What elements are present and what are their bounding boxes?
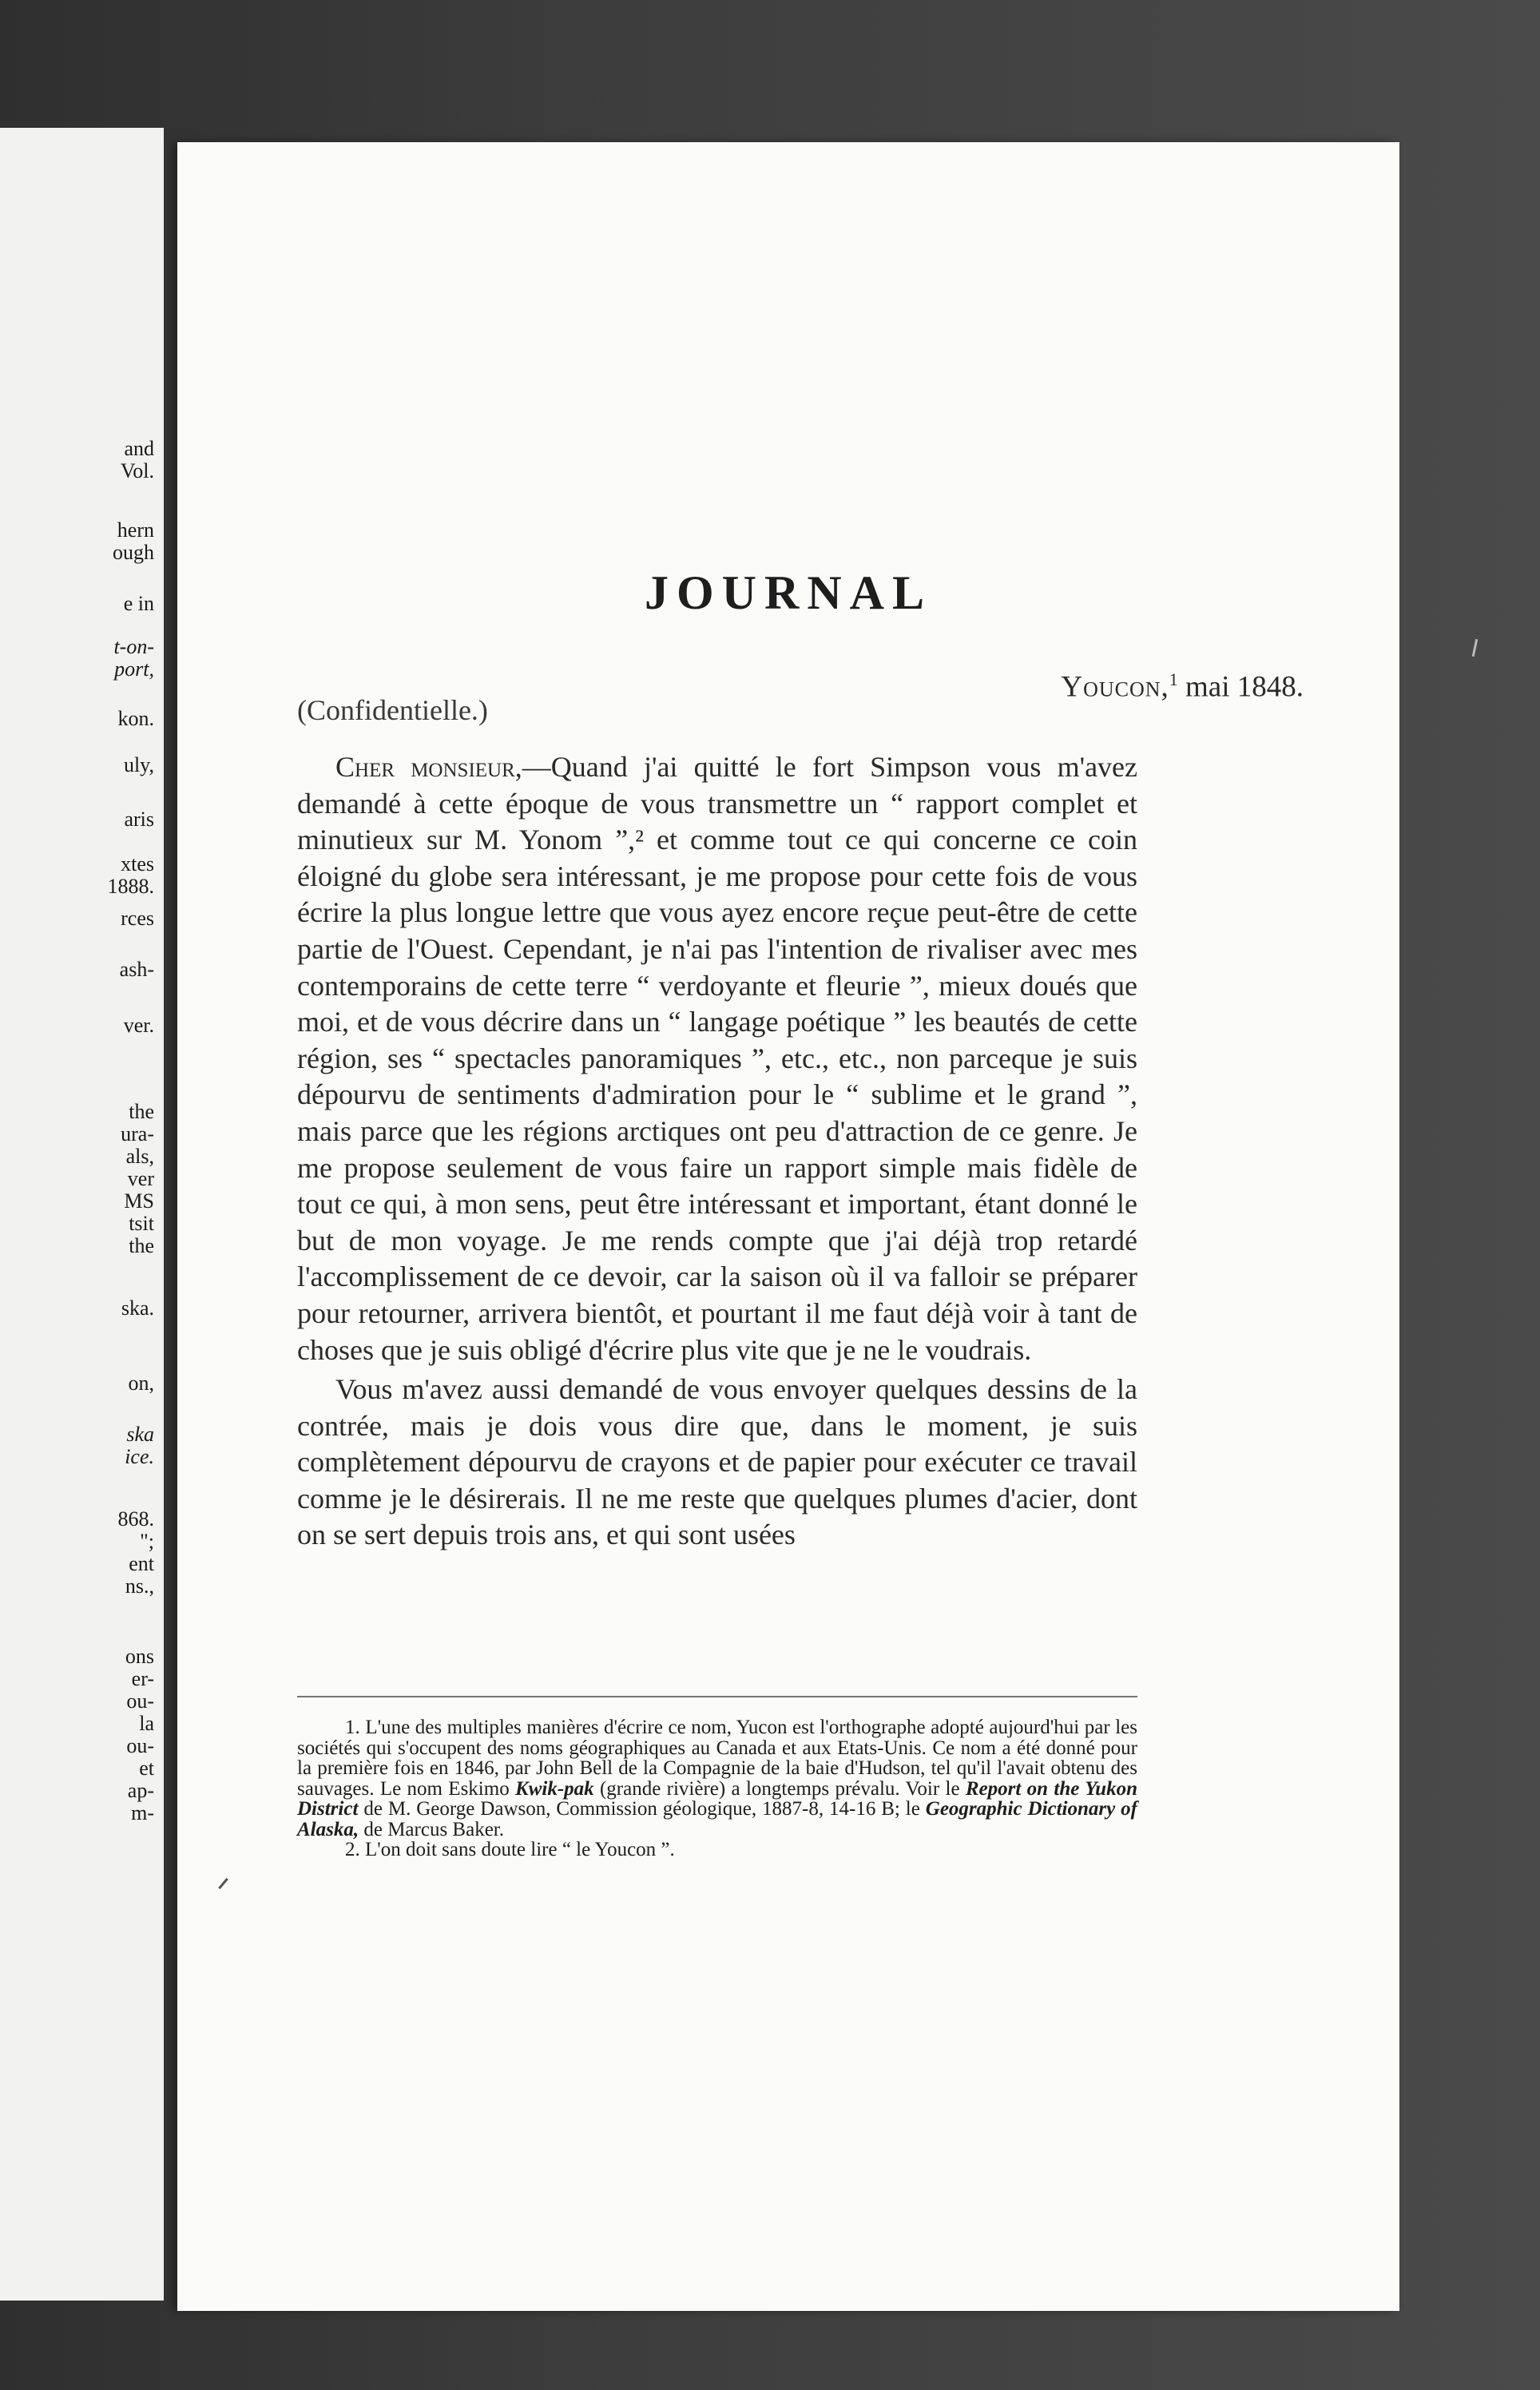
margin-fragment: ash-	[119, 958, 154, 981]
footnote-text: de Marcus Baker.	[359, 1818, 504, 1840]
book-page	[177, 142, 1399, 2311]
footnote-italic: Kwik-pak	[515, 1777, 594, 1800]
dateline-place: Youcon,	[1061, 670, 1169, 704]
footnote-text: de M. George Dawson, Commission géologique, 1887-8, 14-16 B; le	[358, 1798, 926, 1820]
footnote-text: (grande rivière) a longtemps prévalu. Voir le	[593, 1777, 966, 1800]
footnote-italic: Geographic Dictionary of Alaska,	[297, 1798, 1137, 1840]
margin-fragment: e in	[123, 592, 154, 615]
margin-fragment: on,	[128, 1372, 154, 1395]
margin-fragment: rces	[121, 907, 154, 930]
margin-fragment: kon.	[117, 707, 154, 730]
margin-fragment: ver.	[123, 1014, 154, 1037]
dateline	[1061, 669, 1304, 704]
footnote-1	[297, 1717, 1137, 1840]
dateline-date: mai 1848.	[1177, 670, 1304, 704]
page-title: JOURNAL	[644, 566, 932, 619]
margin-fragment: t-on- port,	[113, 635, 154, 681]
margin-fragment: ons er- ou- la ou- et ap- m-	[125, 1645, 154, 1824]
margin-fragment: ska.	[121, 1296, 154, 1320]
margin-fragment: 868. "; ent ns.,	[117, 1507, 154, 1598]
margin-fragment: ska ice.	[125, 1423, 154, 1468]
margin-fragment: and Vol.	[120, 437, 154, 482]
margin-fragment: uly,	[123, 753, 154, 776]
salutation: Cher monsieur,	[335, 751, 522, 783]
adjacent-page-strip	[0, 128, 164, 2301]
footnote-2: 2. L'on doit sans doute lire “ le Youcon ”.	[345, 1839, 675, 1860]
margin-fragment: the ura- als, ver MS tsit the	[121, 1100, 154, 1257]
paragraph-text: —Quand j'ai quitté le fort Simpson vous m'avez demandé à cette époque de vous transmettre un “ rapport complet et minutieux sur M. Yonom ”,² et comme tout ce qui concerne ce coin éloigné du globe sera intéressant, je me propose pour cette fois de vous écrire la plus longue lettre que vous ayez encore reçue peut-être de cette partie de l'Ouest. Cependant, je n'ai pas l'intention de rivaliser avec mes contemporains de cette terre “ verdoyante et fleurie ”, mieux doués que moi, et de vous décrire dans un “ langage poétique ” les beautés de cette région, ses “ spectacles panoramiques ”, etc., etc., non parceque je suis dépourvu de sentiments d'admiration pour le “ sublime et le grand ”, mais parce que les régions arctiques ont peu d'attraction de ce genre. Je me propose seulement de vous faire un rapport simple mais fidèle de tout ce qui, à mon sens, peut être intéressant et important, étant donné le but de mon voyage. Je me rends compte que j'ai déjà trop retardé l'accomplissement de ce devoir, car la saison où il va falloir se préparer pour retourner, arrivera bientôt, et pourtant il me faut déjà voir à tant de choses que je suis obligé d'écrire plus vite que je ne le voudrais.	[297, 751, 1138, 1366]
footnotes	[297, 1717, 1137, 1860]
footnote-text: 1. L'une des multiples manières d'écrire ce nom, Yucon est l'orthographe adopté aujourd'hui par les sociétés qui s'occupent des noms géographiques au Canada et aux Etats-Unis. Ce nom a été donné pour la première fois en 1846, par John Bell de la Compagnie de la baie d'Hudson, tel qu'il l'avait obtenu des sauvages. Le nom Eskimo	[297, 1717, 1137, 1800]
footnote-divider	[297, 1696, 1137, 1697]
body-text	[297, 749, 1137, 1554]
footnote-italic: Report on the Yukon District	[297, 1777, 1137, 1820]
footnote-ref: 1	[1169, 669, 1178, 689]
confidential-note: (Confidentielle.)	[297, 694, 488, 726]
paragraph: Vous m'avez aussi demandé de vous envoyer quelques dessins de la contrée, mais je dois vous dire que, dans le moment, je suis complètement dépourvu de crayons et de papier pour exécuter ce travail comme je le désirerais. Il ne me reste que quelques plumes d'acier, dont on se sert depuis trois ans, et qui sont usées	[297, 1373, 1137, 1551]
paragraph	[297, 749, 1137, 1368]
margin-fragment: aris	[124, 808, 154, 831]
margin-fragment: xtes 1888.	[107, 852, 154, 898]
margin-fragment: hern ough	[113, 518, 154, 564]
